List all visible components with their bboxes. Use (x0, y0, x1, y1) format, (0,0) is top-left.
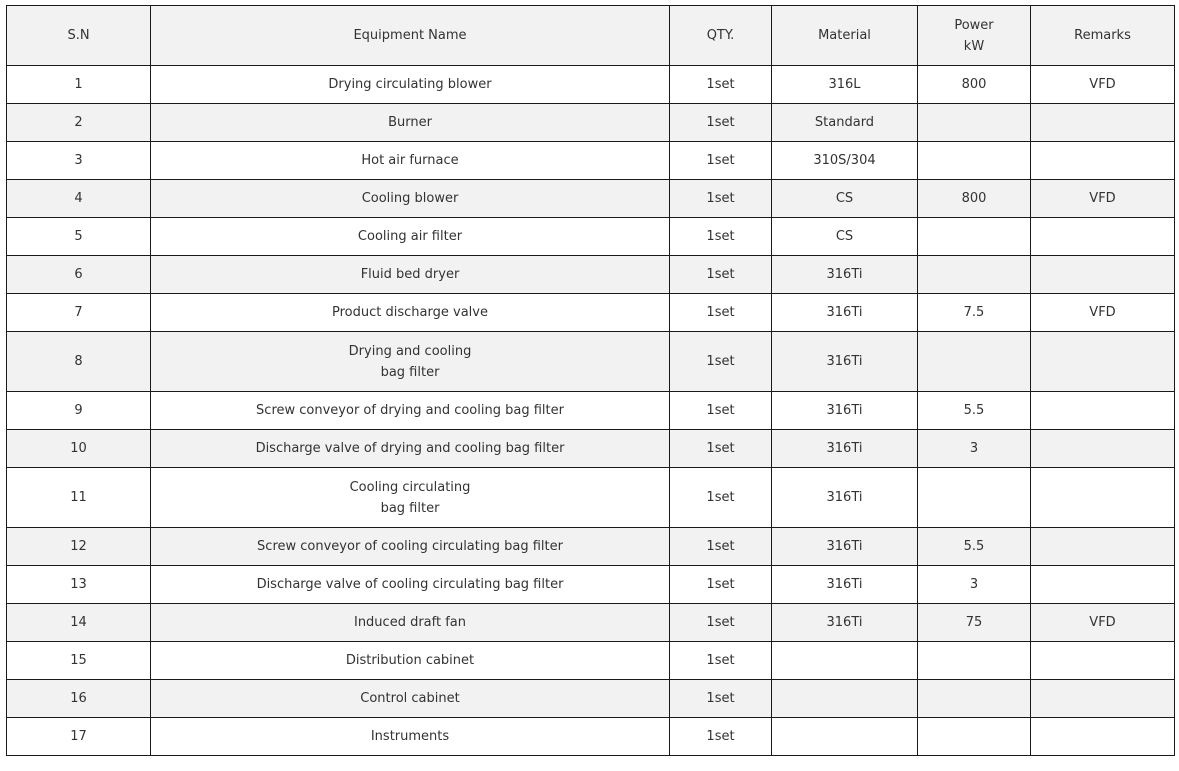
cell-material: CS (772, 218, 918, 256)
cell-material (772, 642, 918, 680)
cell-material: 316Ti (772, 392, 918, 430)
cell-qty: 1set (670, 392, 772, 430)
cell-remarks: VFD (1031, 66, 1175, 104)
cell-material: Standard (772, 104, 918, 142)
cell-remarks (1031, 392, 1175, 430)
cell-equipment-name: Drying circulating blower (151, 66, 670, 104)
cell-sn: 9 (7, 392, 151, 430)
cell-qty: 1set (670, 430, 772, 468)
cell-sn: 8 (7, 332, 151, 392)
cell-qty: 1set (670, 718, 772, 756)
header-power-label: Power (954, 17, 994, 33)
table-row (7, 718, 1175, 756)
table-row (7, 66, 1175, 104)
cell-qty: 1set (670, 680, 772, 718)
table-row (7, 332, 1175, 392)
cell-power: 3 (918, 430, 1031, 468)
cell-material: 316L (772, 66, 918, 104)
cell-sn: 13 (7, 566, 151, 604)
table-row (7, 392, 1175, 430)
cell-material: 316Ti (772, 528, 918, 566)
cell-equipment-name: Distribution cabinet (151, 642, 670, 680)
table-row (7, 180, 1175, 218)
cell-remarks (1031, 332, 1175, 392)
cell-sn: 5 (7, 218, 151, 256)
cell-qty: 1set (670, 294, 772, 332)
cell-remarks (1031, 142, 1175, 180)
cell-equipment-name: Instruments (151, 718, 670, 756)
header-sn: S.N (7, 6, 151, 66)
cell-sn: 6 (7, 256, 151, 294)
cell-power (918, 642, 1031, 680)
cell-remarks (1031, 566, 1175, 604)
cell-material: 310S/304 (772, 142, 918, 180)
cell-remarks: VFD (1031, 294, 1175, 332)
cell-sn: 16 (7, 680, 151, 718)
cell-sn: 1 (7, 66, 151, 104)
cell-power (918, 332, 1031, 392)
cell-material: 316Ti (772, 604, 918, 642)
cell-power: 800 (918, 66, 1031, 104)
cell-power: 800 (918, 180, 1031, 218)
cell-remarks (1031, 256, 1175, 294)
cell-equipment-name: Fluid bed dryer (151, 256, 670, 294)
table-row (7, 680, 1175, 718)
cell-power (918, 680, 1031, 718)
equipment-table (6, 5, 1175, 756)
cell-equipment-name: Cooling blower (151, 180, 670, 218)
header-equipment-name: Equipment Name (151, 6, 670, 66)
cell-material: 316Ti (772, 294, 918, 332)
table-row (7, 430, 1175, 468)
cell-sn: 2 (7, 104, 151, 142)
cell-sn: 15 (7, 642, 151, 680)
table-row (7, 528, 1175, 566)
cell-sn: 4 (7, 180, 151, 218)
cell-material: 316Ti (772, 468, 918, 528)
cell-qty: 1set (670, 142, 772, 180)
cell-remarks (1031, 430, 1175, 468)
equipment-table-container (6, 5, 1174, 756)
cell-sn: 7 (7, 294, 151, 332)
cell-material: 316Ti (772, 430, 918, 468)
cell-qty: 1set (670, 642, 772, 680)
cell-qty: 1set (670, 218, 772, 256)
cell-equipment-name: Drying and cooling bag filter (151, 332, 670, 392)
cell-equipment-name: Induced draft fan (151, 604, 670, 642)
table-row (7, 218, 1175, 256)
cell-sn: 12 (7, 528, 151, 566)
cell-power: 7.5 (918, 294, 1031, 332)
cell-equipment-name: Discharge valve of cooling circulating bag filter (151, 566, 670, 604)
cell-remarks (1031, 528, 1175, 566)
cell-remarks (1031, 104, 1175, 142)
cell-power: 3 (918, 566, 1031, 604)
cell-remarks: VFD (1031, 180, 1175, 218)
cell-material: CS (772, 180, 918, 218)
cell-qty: 1set (670, 528, 772, 566)
cell-power (918, 218, 1031, 256)
cell-power: 75 (918, 604, 1031, 642)
cell-material (772, 718, 918, 756)
cell-equipment-name: Screw conveyor of cooling circulating bag filter (151, 528, 670, 566)
cell-power: 5.5 (918, 528, 1031, 566)
cell-equipment-name: Hot air furnace (151, 142, 670, 180)
table-row (7, 566, 1175, 604)
cell-power (918, 104, 1031, 142)
cell-equipment-name: Control cabinet (151, 680, 670, 718)
table-row (7, 104, 1175, 142)
table-row (7, 642, 1175, 680)
cell-material: 316Ti (772, 332, 918, 392)
cell-power (918, 718, 1031, 756)
cell-remarks (1031, 642, 1175, 680)
cell-power (918, 256, 1031, 294)
cell-equipment-name: Burner (151, 104, 670, 142)
cell-qty: 1set (670, 604, 772, 642)
cell-power: 5.5 (918, 392, 1031, 430)
table-header (7, 6, 1175, 66)
table-body (7, 66, 1175, 756)
cell-remarks (1031, 718, 1175, 756)
cell-material (772, 680, 918, 718)
cell-qty: 1set (670, 256, 772, 294)
cell-qty: 1set (670, 104, 772, 142)
cell-equipment-name: Discharge valve of drying and cooling bag filter (151, 430, 670, 468)
header-remarks: Remarks (1031, 6, 1175, 66)
cell-sn: 11 (7, 468, 151, 528)
cell-equipment-name: Cooling air filter (151, 218, 670, 256)
cell-material: 316Ti (772, 566, 918, 604)
header-power-unit: kW (963, 38, 985, 54)
table-row (7, 604, 1175, 642)
header-row (7, 6, 1175, 66)
cell-sn: 3 (7, 142, 151, 180)
header-power (918, 6, 1031, 66)
cell-remarks: VFD (1031, 604, 1175, 642)
cell-remarks (1031, 218, 1175, 256)
cell-remarks (1031, 680, 1175, 718)
cell-sn: 17 (7, 718, 151, 756)
table-row (7, 256, 1175, 294)
cell-power (918, 468, 1031, 528)
header-material: Material (772, 6, 918, 66)
cell-qty: 1set (670, 66, 772, 104)
table-row (7, 294, 1175, 332)
cell-qty: 1set (670, 468, 772, 528)
table-row (7, 142, 1175, 180)
cell-remarks (1031, 468, 1175, 528)
cell-qty: 1set (670, 180, 772, 218)
cell-equipment-name: Product discharge valve (151, 294, 670, 332)
cell-power (918, 142, 1031, 180)
cell-qty: 1set (670, 332, 772, 392)
cell-qty: 1set (670, 566, 772, 604)
header-qty: QTY. (670, 6, 772, 66)
cell-equipment-name: Screw conveyor of drying and cooling bag filter (151, 392, 670, 430)
cell-sn: 10 (7, 430, 151, 468)
cell-material: 316Ti (772, 256, 918, 294)
cell-equipment-name: Cooling circulating bag filter (151, 468, 670, 528)
table-row (7, 468, 1175, 528)
cell-sn: 14 (7, 604, 151, 642)
